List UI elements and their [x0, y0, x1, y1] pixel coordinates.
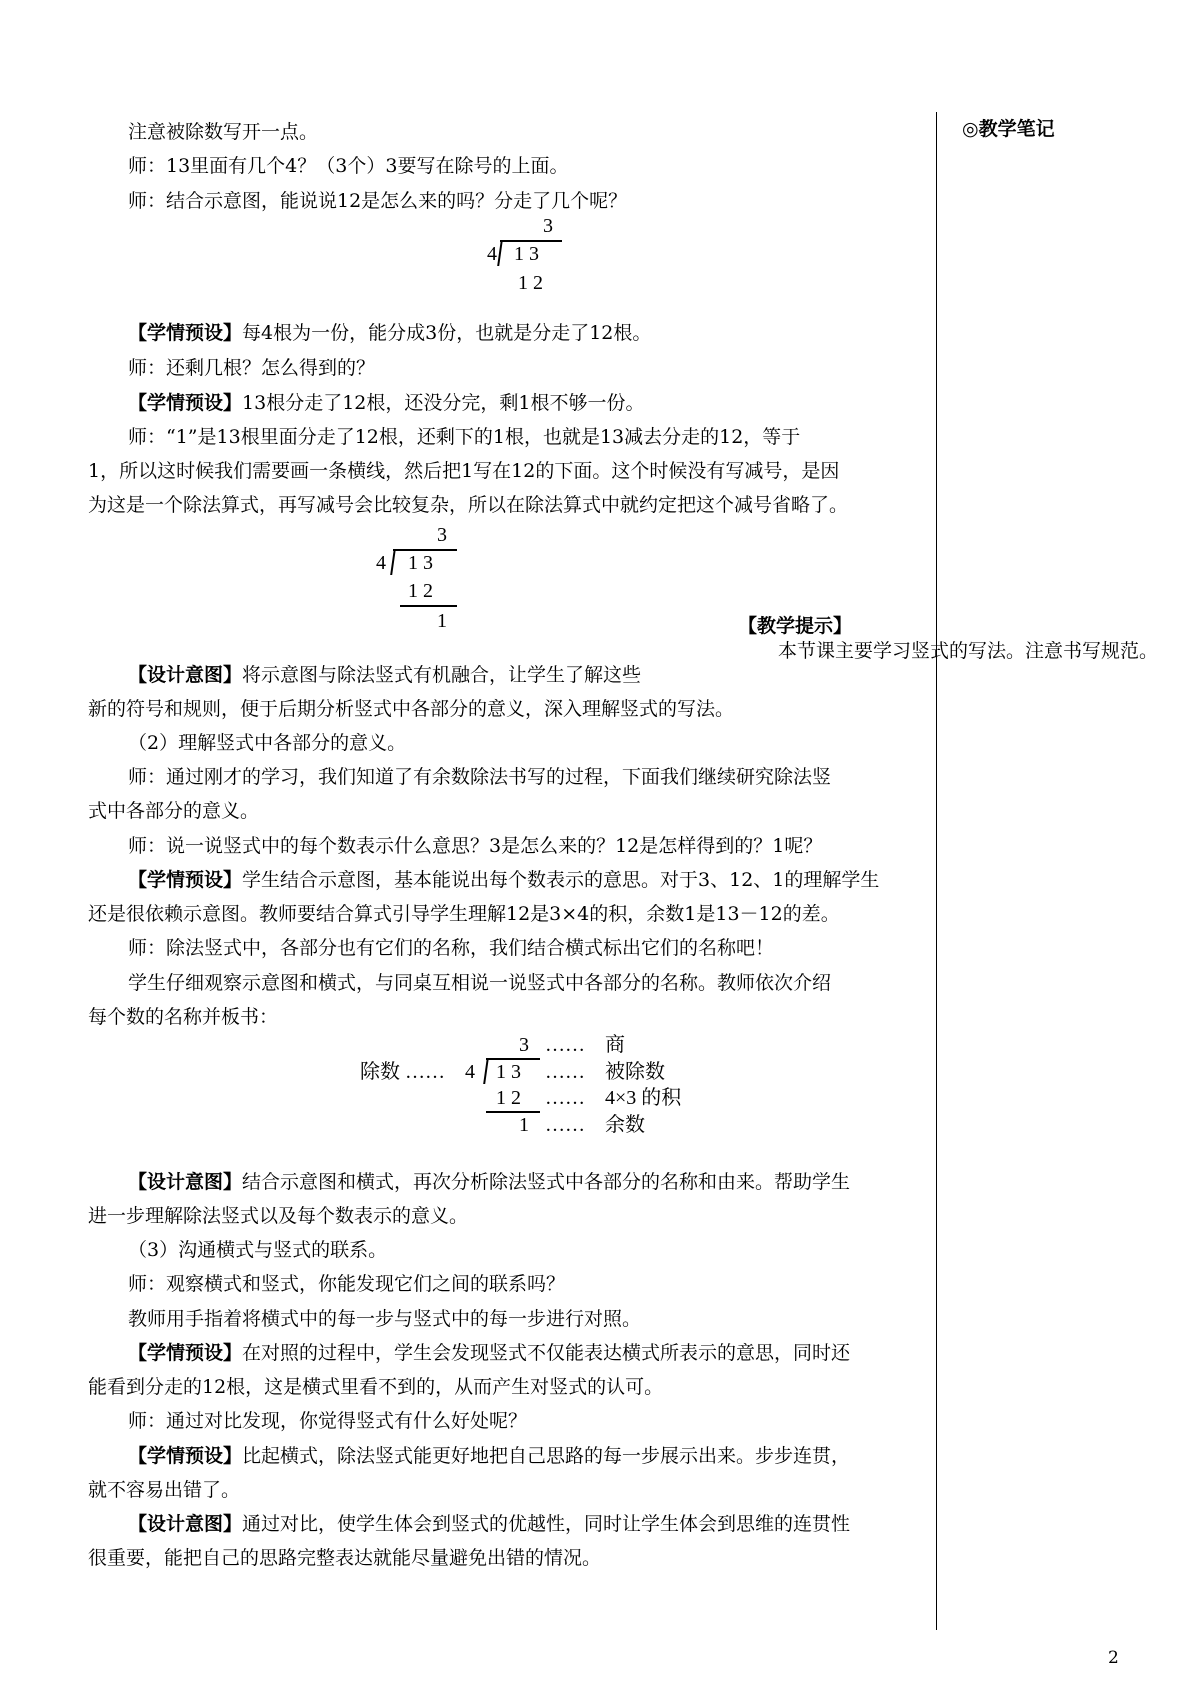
text-line: 师：通过刚才的学习，我们知道了有余数除法书写的过程，下面我们继续研究除法竖 [128, 766, 832, 788]
tag-xueqing: 【学情预设】 [128, 322, 243, 344]
remainder: 1 [437, 610, 447, 632]
notes-title: ◎教学笔记 [962, 118, 1055, 140]
division-bar [393, 549, 457, 551]
text-line: 师：结合示意图，能说说12是怎么来的吗？分走了几个呢？ [128, 190, 628, 212]
subtraction-line [400, 605, 457, 607]
text-line: 【设计意图】通过对比，使学生体会到竖式的优越性，同时让学生体会到思维的连贯性 [128, 1513, 851, 1535]
text-line: 师：“1”是13根里面分走了12根，还剩下的1根，也就是13减去分走的12，等于 [128, 426, 801, 448]
text-line: 师：除法竖式中，各部分也有它们的名称，我们结合横式标出它们的名称吧！ [128, 937, 775, 959]
division-bracket [483, 1058, 488, 1084]
text-line: 师：通过对比发现，你觉得竖式有什么好处呢？ [128, 1410, 528, 1432]
quotient: 3 [437, 524, 447, 546]
text-line: 学生仔细观察示意图和横式，与同桌互相说一说竖式中各部分的名称。教师依次介绍 [128, 972, 832, 994]
dots: …… [545, 1061, 585, 1083]
text-line: 就不容易出错了。 [88, 1479, 241, 1501]
dividend-label: 被除数 [605, 1061, 665, 1083]
tag-xueqing: 【学情预设】 [128, 1445, 243, 1467]
tag-xueqing: 【学情预设】 [128, 1342, 243, 1364]
division-bar [500, 240, 562, 242]
product: 1 2 [496, 1087, 521, 1109]
text-line: 很重要，能把自己的思路完整表达就能尽量避免出错的情况。 [88, 1547, 602, 1569]
remainder-label: 余数 [605, 1114, 645, 1136]
dividend: 1 3 [496, 1061, 521, 1083]
divisor-label: 除数 …… [360, 1061, 445, 1083]
dots: …… [545, 1114, 585, 1136]
tag-sheji: 【设计意图】 [128, 1513, 243, 1535]
text-line: 新的符号和规则，便于后期分析竖式中各部分的意义，深入理解竖式的写法。 [88, 698, 735, 720]
product: 1 2 [408, 580, 433, 602]
text-line: 【学情预设】学生结合示意图，基本能说出每个数表示的意思。对于3、12、1的理解学生 [128, 869, 880, 891]
text-line: 每个数的名称并板书： [88, 1006, 279, 1028]
text-line: 还是很依赖示意图。教师要结合算式引导学生理解12是3×4的积，余数1是13－12的差。 [88, 903, 840, 925]
dots: …… [545, 1034, 585, 1056]
text-line: 师：13里面有几个4？（3个）3要写在除号的上面。 [128, 155, 569, 177]
subtraction-line [486, 1111, 540, 1113]
dividend: 1 3 [514, 243, 539, 265]
text-line: 能看到分走的12根，这是横式里看不到的，从而产生对竖式的认可。 [88, 1376, 664, 1398]
divisor: 4 [465, 1061, 475, 1083]
text-line: 【学情预设】13根分走了12根，还没分完，剩1根不够一份。 [128, 392, 645, 414]
page-number: 2 [1108, 1648, 1119, 1668]
division-bracket [497, 240, 502, 266]
quotient-label: 商 [605, 1034, 625, 1056]
text-line: 【设计意图】将示意图与除法竖式有机融合，让学生了解这些 [128, 664, 642, 686]
text-line: 师：说一说竖式中的每个数表示什么意思？3是怎么来的？12是怎样得到的？1呢？ [128, 835, 823, 857]
product: 1 2 [518, 272, 543, 294]
text-line: 师：观察横式和竖式，你能发现它们之间的联系吗？ [128, 1273, 566, 1295]
text-line: 进一步理解除法竖式以及每个数表示的意义。 [88, 1205, 469, 1227]
dividend: 1 3 [408, 552, 433, 574]
text-line: 【学情预设】在对照的过程中，学生会发现竖式不仅能表达横式所表示的意思，同时还 [128, 1342, 851, 1364]
text-line: 式中各部分的意义。 [88, 800, 260, 822]
division-bracket [390, 549, 395, 575]
quotient: 3 [543, 215, 553, 237]
divisor: 4 [487, 243, 497, 265]
text-line: （2）理解竖式中各部分的意义。 [128, 732, 407, 754]
product-label: 4×3 的积 [605, 1087, 682, 1109]
quotient: 3 [519, 1034, 529, 1056]
text-line: 为这是一个除法算式，再写减号会比较复杂，所以在除法算式中就约定把这个减号省略了。 [88, 494, 849, 516]
remainder: 1 [519, 1114, 529, 1136]
tip-text: 本节课主要学习竖式的写法。注意书写规范。 [778, 640, 1159, 662]
tip-title: 【教学提示】 [738, 615, 853, 637]
text-line: 【学情预设】比起横式，除法竖式能更好地把自己思路的每一步展示出来。步步连贯， [128, 1445, 851, 1467]
text-line: 【学情预设】每4根为一份，能分成3份，也就是分走了12根。 [128, 322, 652, 344]
text-line: 【设计意图】结合示意图和横式，再次分析除法竖式中各部分的名称和由来。帮助学生 [128, 1171, 851, 1193]
text-line: 师：还剩几根？怎么得到的？ [128, 357, 376, 379]
text-line: 注意被除数写开一点。 [128, 121, 319, 143]
dots: …… [545, 1087, 585, 1109]
tag-sheji: 【设计意图】 [128, 664, 243, 686]
margin-divider [936, 112, 937, 1630]
tag-xueqing: 【学情预设】 [128, 869, 243, 891]
text-line: 教师用手指着将横式中的每一步与竖式中的每一步进行对照。 [128, 1308, 642, 1330]
tag-sheji: 【设计意图】 [128, 1171, 243, 1193]
tag-xueqing: 【学情预设】 [128, 392, 243, 414]
text-line: 1，所以这时候我们需要画一条横线，然后把1写在12的下面。这个时候没有写减号，是因 [88, 460, 840, 482]
divisor: 4 [376, 552, 386, 574]
division-bar [486, 1058, 540, 1060]
text-line: （3）沟通横式与竖式的联系。 [128, 1239, 388, 1261]
